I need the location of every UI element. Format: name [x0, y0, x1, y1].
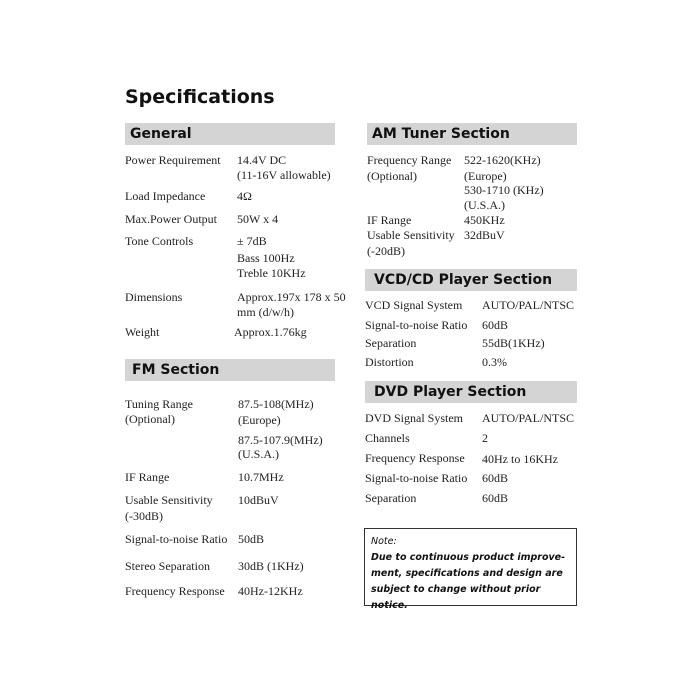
spec-label: Load Impedance: [125, 189, 206, 203]
note-title: Note:: [371, 536, 397, 547]
note-line: subject to change without prior notice.: [371, 584, 541, 611]
spec-value: 60dB: [482, 318, 509, 332]
spec-label: (-30dB): [125, 509, 163, 523]
spec-value: Approx.197x 178 x 50: [237, 290, 346, 304]
spec-value: 87.5-108(MHz): [238, 397, 314, 411]
spec-value: (Europe): [238, 413, 281, 427]
spec-label: Frequency Range: [367, 153, 452, 167]
spec-label: Separation: [365, 491, 417, 505]
spec-label: Tone Controls: [125, 234, 194, 248]
spec-value: 50dB: [238, 532, 265, 546]
spec-label: VCD Signal System: [365, 298, 463, 312]
vcd-section-heading: VCD/CD Player Section: [365, 269, 577, 291]
fm-section-heading: FM Section: [125, 359, 335, 381]
spec-label: Tuning Range: [125, 397, 193, 411]
spec-value: 50W x 4: [237, 212, 279, 226]
spec-label: IF Range: [125, 470, 170, 484]
spec-value: mm (d/w/h): [237, 305, 294, 319]
spec-value: (Europe): [464, 169, 507, 183]
spec-label: Usable Sensitivity: [125, 493, 213, 507]
spec-value: (U.S.A.): [238, 447, 279, 461]
spec-value: 4Ω: [237, 189, 252, 203]
spec-label: Signal-to-noise Ratio: [125, 532, 228, 546]
spec-label: Signal-to-noise Ratio: [365, 471, 468, 485]
spec-label: (-20dB): [367, 244, 405, 258]
dvd-section-heading: DVD Player Section: [365, 381, 577, 403]
spec-value: 522-1620(KHz): [464, 153, 541, 167]
spec-label: Max.Power Output: [125, 212, 217, 226]
spec-value: 14.4V DC: [237, 153, 287, 167]
general-section-heading: General: [125, 123, 335, 145]
spec-label: IF Range: [367, 213, 412, 227]
spec-value: 60dB: [482, 491, 509, 505]
spec-value: 30dB (1KHz): [238, 559, 304, 573]
spec-value: 60dB: [482, 471, 509, 485]
spec-label: (Optional): [125, 412, 175, 426]
spec-value: AUTO/PAL/NTSC: [482, 298, 575, 312]
spec-label: Separation: [365, 336, 417, 350]
spec-value: 32dBuV: [464, 228, 505, 242]
spec-label: Dimensions: [125, 290, 183, 304]
note-box: [364, 528, 577, 611]
spec-value: 10dBuV: [238, 493, 279, 507]
spec-value: 2: [482, 431, 488, 445]
spec-value: Treble 10KHz: [237, 266, 306, 280]
spec-value: 40Hz-12KHz: [238, 584, 303, 598]
page-title: Specifications: [125, 86, 275, 108]
spec-value: 87.5-107.9(MHz): [238, 433, 323, 447]
spec-value: 10.7MHz: [238, 470, 284, 484]
am-section-heading: AM Tuner Section: [367, 123, 577, 145]
spec-label: Channels: [365, 431, 410, 445]
spec-value: ± 7dB: [237, 234, 267, 248]
spec-label: Signal-to-noise Ratio: [365, 318, 468, 332]
note-line: Due to continuous product improve-: [371, 552, 566, 563]
spec-label: Power Requirement: [125, 153, 221, 167]
note-line: ment, specifications and design are: [371, 568, 563, 579]
spec-label: Frequency Response: [365, 451, 465, 465]
spec-value: Bass 100Hz: [237, 251, 295, 265]
spec-value: 0.3%: [482, 355, 507, 369]
spec-value: Approx.1.76kg: [234, 325, 307, 339]
spec-label: Frequency Response: [125, 584, 225, 598]
spec-value: (11-16V allowable): [237, 168, 331, 182]
spec-value: 40Hz to 16KHz: [482, 452, 558, 466]
spec-label: Usable Sensitivity: [367, 228, 455, 242]
spec-value: (U.S.A.): [464, 198, 505, 212]
spec-value: 450KHz: [464, 213, 505, 227]
spec-value: 530-1710 (KHz): [464, 183, 544, 197]
spec-label: Stereo Separation: [125, 559, 210, 573]
spec-label: Distortion: [365, 355, 414, 369]
spec-label: DVD Signal System: [365, 411, 464, 425]
spec-value: 55dB(1KHz): [482, 336, 545, 350]
spec-label: Weight: [125, 325, 160, 339]
spec-value: AUTO/PAL/NTSC: [482, 411, 575, 425]
spec-label: (Optional): [367, 169, 417, 183]
